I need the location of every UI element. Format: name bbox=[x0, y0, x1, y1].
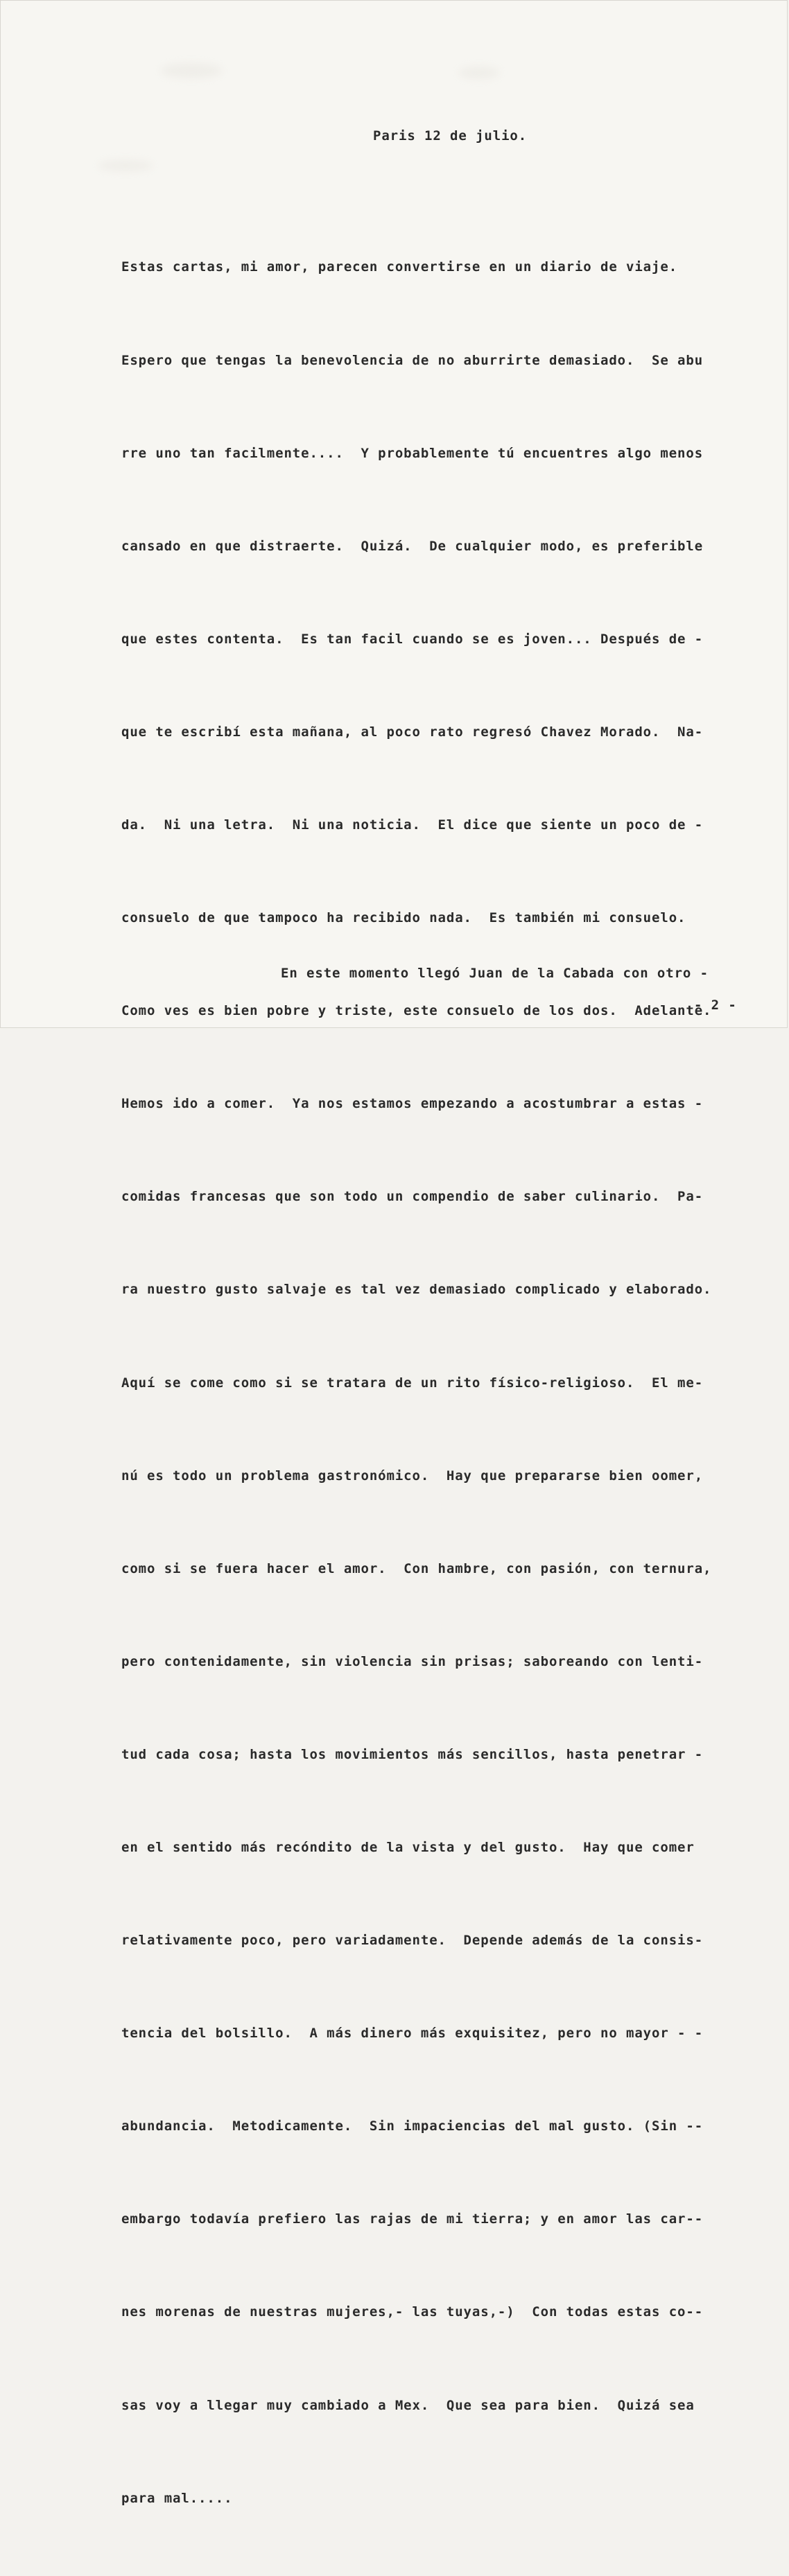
continuation-line: En este momento llegó Juan de la Cabada con otro - bbox=[281, 966, 709, 981]
body-line: Como ves es bien pobre y triste, este consuelo de los dos. Adelante. bbox=[121, 1003, 712, 1019]
body-line: tencia del bolsillo. A más dinero más exquisitez, pero no mayor - - bbox=[121, 2026, 704, 2042]
paper-smudge bbox=[458, 67, 500, 79]
body-line: Hemos ido a comer. Ya nos estamos empezando a acostumbrar a estas - bbox=[121, 1096, 704, 1112]
body-line: ra nuestro gusto salvaje es tal vez demasiado complicado y elaborado. bbox=[121, 1282, 712, 1298]
body-line: comidas francesas que son todo un compendio de saber culinario. Pa- bbox=[121, 1189, 704, 1205]
body-line: que te escribí esta mañana, al poco rato regresó Chavez Morado. Na- bbox=[121, 724, 704, 740]
body-line: que estes contenta. Es tan facil cuando se es joven... Después de - bbox=[121, 631, 704, 647]
body-line: sas voy a llegar muy cambiado a Mex. Que sea para bien. Quizá sea bbox=[121, 2397, 695, 2413]
body-line: abundancia. Metodicamente. Sin impaciencias del mal gusto. (Sin -- bbox=[121, 2118, 704, 2134]
letter-date-heading: Paris 12 de julio. bbox=[373, 128, 528, 143]
body-line: Aquí se come como si se tratara de un rito físico-religioso. El me- bbox=[121, 1375, 704, 1391]
body-line: en el sentido más recóndito de la vista y del gusto. Hay que comer bbox=[121, 1840, 695, 1855]
paper-smudge bbox=[160, 63, 223, 78]
page-number: - 2 - bbox=[694, 998, 737, 1013]
body-line: relativamente poco, pero variadamente. Depende además de la consis- bbox=[121, 1933, 704, 1949]
letter-body bbox=[121, 190, 711, 2576]
body-line: rre uno tan facilmente.... Y probablemente tú encuentres algo menos bbox=[121, 445, 704, 461]
body-line: embargo todavía prefiero las rajas de mi tierra; y en amor las car-- bbox=[121, 2211, 704, 2227]
body-line: Estas cartas, mi amor, parecen convertirse en un diario de viaje. bbox=[121, 259, 678, 275]
body-line: pero contenidamente, sin violencia sin prisas; saboreando con lenti- bbox=[121, 1653, 704, 1669]
body-line: nes morenas de nuestras mujeres,- las tuyas,-) Con todas estas co-- bbox=[121, 2304, 704, 2320]
body-line: tud cada cosa; hasta los movimientos más sencillos, hasta penetrar - bbox=[121, 1746, 704, 1762]
body-line: para mal..... bbox=[121, 2490, 233, 2506]
body-line: como si se fuera hacer el amor. Con hambre, con pasión, con ternura, bbox=[121, 1560, 712, 1576]
body-line: nú es todo un problema gastronómico. Hay que prepararse bien oomer, bbox=[121, 1468, 704, 1483]
paper-smudge bbox=[98, 160, 153, 171]
body-line: consuelo de que tampoco ha recibido nada. Es también mi consuelo. bbox=[121, 910, 686, 926]
body-line: Espero que tengas la benevolencia de no aburrirte demasiado. Se abu bbox=[121, 352, 704, 368]
body-line: da. Ni una letra. Ni una noticia. El dice que siente un poco de - bbox=[121, 817, 704, 833]
body-line: cansado en que distraerte. Quizá. De cualquier modo, es preferible bbox=[121, 538, 704, 554]
